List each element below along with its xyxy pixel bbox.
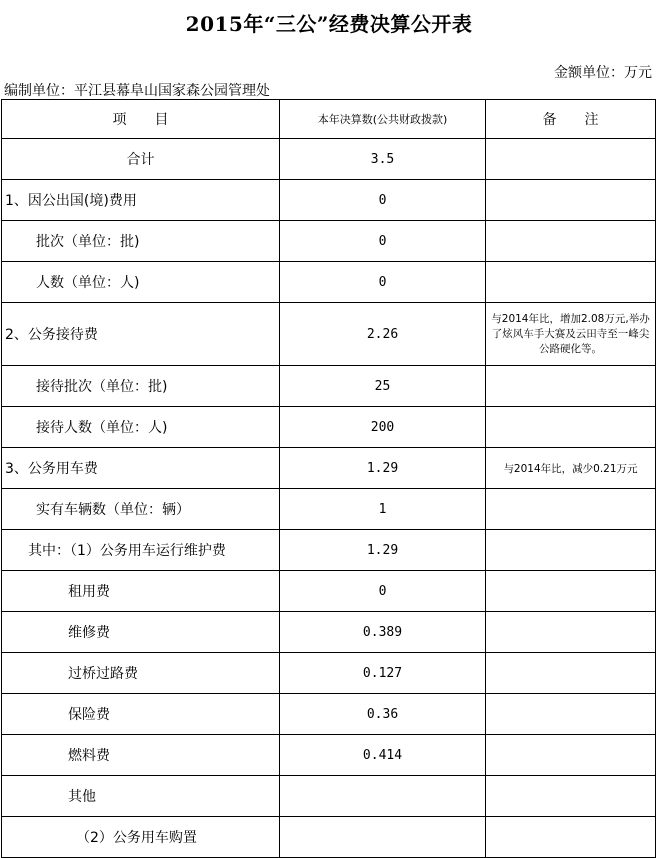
header-amount: 本年决算数(公共财政拨款) [280, 100, 486, 139]
row-note [486, 530, 656, 571]
page-title: 2015年“三公”经费决算公开表 [185, 12, 473, 36]
table-row [2, 735, 656, 776]
row-label: 过桥过路费 [2, 653, 280, 694]
row-label: 燃料费 [2, 735, 280, 776]
row-value: 0 [280, 180, 486, 221]
row-note [486, 653, 656, 694]
row-value: 0 [280, 221, 486, 262]
row-value: 1 [280, 489, 486, 530]
row-value: 200 [280, 407, 486, 448]
row-label: 合计 [2, 139, 280, 180]
row-value: 2.26 [280, 303, 486, 366]
row-note: 与2014年比，增加2.08万元,举办了炫风车手大赛及云田寺至一峰尖公路硬化等。 [486, 303, 656, 366]
row-note: 与2014年比，减少0.21万元 [486, 448, 656, 489]
table-row [2, 139, 656, 180]
table-row [2, 776, 656, 817]
table-row [2, 262, 656, 303]
row-label: 其他 [2, 776, 280, 817]
row-label: 实有车辆数（单位：辆） [2, 489, 280, 530]
table-row [2, 530, 656, 571]
table-row [2, 366, 656, 407]
row-note [486, 407, 656, 448]
row-note [486, 612, 656, 653]
row-value: 3.5 [280, 139, 486, 180]
org-label: 编制单位：平江县幕阜山国家森公园管理处 [4, 83, 270, 99]
table-row [2, 303, 656, 366]
row-note [486, 694, 656, 735]
table-row [2, 817, 656, 858]
row-value: 0 [280, 571, 486, 612]
row-note [486, 489, 656, 530]
row-value: 1.29 [280, 530, 486, 571]
row-label: 3、公务用车费 [2, 448, 280, 489]
table-row [2, 694, 656, 735]
row-note [486, 817, 656, 858]
row-note [486, 139, 656, 180]
row-value: 0.414 [280, 735, 486, 776]
row-label: 批次（单位：批) [2, 221, 280, 262]
row-label: 租用费 [2, 571, 280, 612]
header-note: 备 注 [486, 100, 656, 139]
table-row [2, 407, 656, 448]
unit-label: 金额单位：万元 [554, 65, 652, 81]
row-note [486, 366, 656, 407]
row-label: 保险费 [2, 694, 280, 735]
row-label: 人数（单位：人) [2, 262, 280, 303]
row-value: 0.389 [280, 612, 486, 653]
table-row [2, 221, 656, 262]
row-value [280, 776, 486, 817]
row-note [486, 776, 656, 817]
row-note [486, 221, 656, 262]
table-header-row [2, 100, 656, 139]
expense-table [1, 99, 656, 858]
header-item: 项 目 [2, 100, 280, 139]
row-note [486, 180, 656, 221]
row-label: 2、公务接待费 [2, 303, 280, 366]
row-note [486, 735, 656, 776]
row-label: （2）公务用车购置 [2, 817, 280, 858]
row-value: 0.127 [280, 653, 486, 694]
table-row [2, 180, 656, 221]
row-label: 接待批次（单位：批) [2, 366, 280, 407]
row-label: 维修费 [2, 612, 280, 653]
table-row [2, 653, 656, 694]
row-value: 0.36 [280, 694, 486, 735]
row-label: 1、因公出国(境)费用 [2, 180, 280, 221]
table-row [2, 448, 656, 489]
row-value: 1.29 [280, 448, 486, 489]
row-value: 0 [280, 262, 486, 303]
row-note [486, 262, 656, 303]
table-row [2, 571, 656, 612]
row-label: 接待人数（单位：人) [2, 407, 280, 448]
row-value [280, 817, 486, 858]
row-note [486, 571, 656, 612]
row-value: 25 [280, 366, 486, 407]
table-row [2, 489, 656, 530]
row-label: 其中：（1）公务用车运行维护费 [2, 530, 280, 571]
table-row [2, 612, 656, 653]
